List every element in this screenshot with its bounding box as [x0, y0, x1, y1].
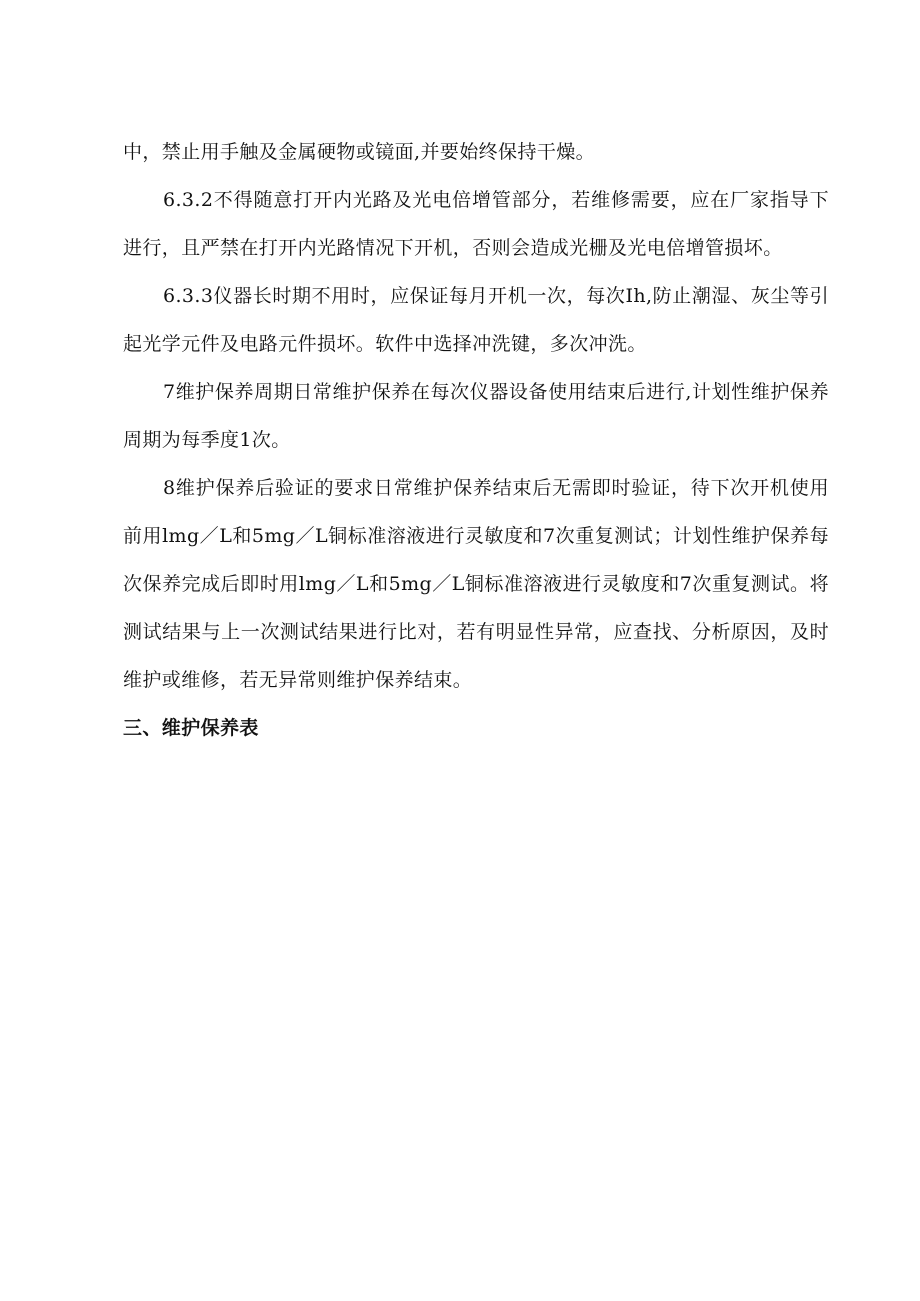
paragraph-6-3-3: 6.3.3仪器长时期不用时，应保证每月开机一次，每次Ih,防止潮湿、灰尘等引起光学元件及电路元件损坏。软件中选择冲洗键，多次冲洗。: [123, 285, 829, 355]
paragraph-7-maintenance-cycle: 7维护保养周期日常维护保养在每次仪器设备使用结束后进行,计划性维护保养周期为每季度1次。: [123, 381, 829, 451]
document-body: [123, 128, 829, 752]
paragraph-continuation: 中，禁止用手触及金属硬物或镜面,并要始终保持干燥。: [123, 141, 596, 163]
paragraph-6-3-2: 6.3.2不得随意打开内光路及光电倍增管部分，若维修需要，应在厂家指导下进行，且严禁在打开内光路情况下开机，否则会造成光栅及光电倍增管损坏。: [123, 189, 829, 259]
paragraph-8-verification: 8维护保养后验证的要求日常维护保养结束后无需即时验证，待下次开机使用前用lmg／L和5mg／L铜标准溶液进行灵敏度和7次重复测试；计划性维护保养每次保养完成后即时用lmg／L和5mg／L铜标准溶液进行灵敏度和7次重复测试。将测试结果与上一次测试结果进行比对，若有明显性异常，应查找、分析原因，及时维护或维修，若无异常则维护保养结束。: [123, 477, 829, 691]
section-heading-maintenance-table: 三、维护保养表: [123, 717, 259, 739]
